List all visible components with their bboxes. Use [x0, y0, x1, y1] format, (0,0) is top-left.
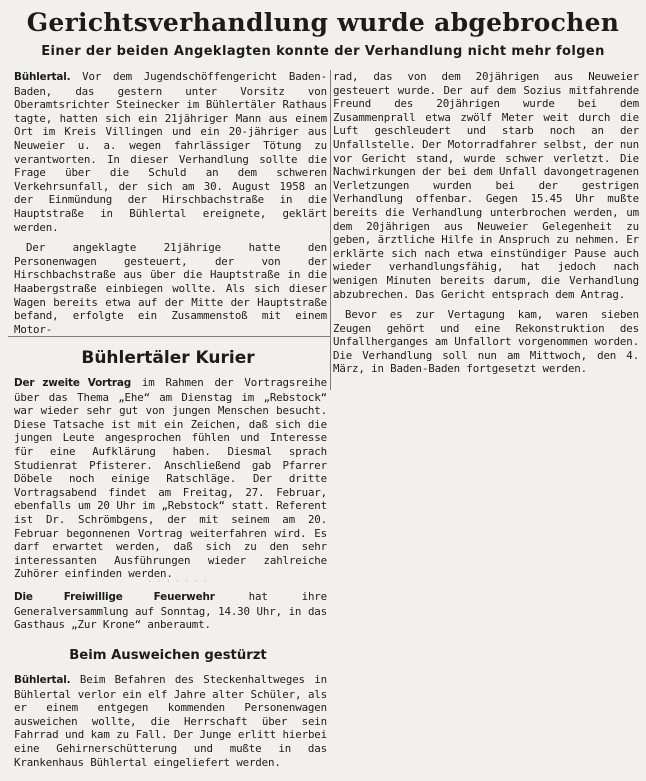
kurier-column: [14, 376, 327, 632]
article-paragraph-2: Der angeklagte 21jährige hatte den Personenwagen gesteuert, der von der Hirschbachstraße aus über die Hauptstraße in die Haabergstraße einbiegen wollte. Als sich dieser Wagen bereits etwa auf der Mitte der Hauptstraße befand, erfolgte ein Zusammenstoß mit einem Motor-: [14, 241, 327, 336]
short-news-dateline: Bühlertal.: [14, 674, 71, 686]
section-divider: [8, 336, 330, 337]
article-subheadline: Einer der beiden Angeklagten konnte der Verhandlung nicht mehr folgen: [41, 44, 605, 59]
short-news-column: [14, 673, 327, 769]
kurier-heading: Bühlertäler Kurier: [81, 348, 255, 368]
article-paragraph-3: rad, das von dem 20jährigen aus Neuweier gesteuert wurde. Der auf dem Sozius mitfahrende Freund des 20jährigen wurde bei dem Zusammenprall etwa zwölf Meter weit durch die Luft geschleudert und starb noch an der Unfallstelle. Der Motorradfahrer selbst, der nun vor Gericht stand, wurde schwer verletzt. Die Nachwirkungen der bei dem Unfall davongetragenen Verletzungen wurden bei der gestrigen Verhandlung offenbar. Gegen 15.45 Uhr mußte bereits die Verhandlung unterbrochen werden, um dem 20jährigen aus Neuweier Gelegenheit zu geben, ärztliche Hilfe in Anspruch zu nehmen. Er erklärte sich nach etwa einstündiger Pause auch wieder verhandlungsfähig, hat jedoch nach wenigen Minuten bereits darum, die Verhandlung abzubrechen. Das Gericht entsprach dem Antrag.: [333, 70, 639, 301]
kurier-paragraph-1-text: im Rahmen der Vortragsreihe über das Thema „Ehe“ am Dienstag im „Rebstock“ war wieder sehr gut von jungen Menschen besucht. Diese Tatsache ist mit ein Zeichen, daß sich die jungen Leute angesprochen fühlen und Interesse für eine Aufklärung haben. Diesmal sprach Studienrat Pfisterer. Anschließend gab Pfarrer Döbele noch einige Ratschläge. Der dritte Vortragsabend findet am Freitag, 27. Februar, ebenfalls um 20 Uhr im „Rebstock“ statt. Referent ist Dr. Schrömbgens, der mit seinem am 20. Februar begonnenen Vortrag weiterfahren wird. Es darf erwartet werden, daß sich zu den sehr interessanten Ausführungen wieder zahlreiche Zuhörer einfinden werden.: [14, 376, 327, 581]
column-divider: [330, 70, 331, 390]
article-dateline: Bühlertal.: [14, 71, 71, 83]
short-news-paragraph: [14, 673, 327, 769]
separator-dots: · · · · · · ·: [148, 578, 208, 585]
kurier-paragraph-2-lead: Die Freiwillige Feuerwehr: [14, 590, 215, 603]
article-right-column: [333, 70, 639, 376]
article-left-column: [14, 70, 327, 336]
short-news-text: Beim Befahren des Steckenhaltweges in Bühlertal verlor ein elf Jahre alter Schüler, als er einem entgegen kommenden Personenwagen ausweichen wollte, die Herrschaft über sein Fahrrad und kam zu Fall. Der Junge erlitt hierbei eine Gehirnerschütterung und mußte in das Krankenhaus Bühlertal eingeliefert werden.: [14, 673, 327, 769]
kurier-paragraph-2: [14, 590, 327, 632]
article-paragraph-1: [14, 70, 327, 234]
kurier-paragraph-1-lead: Der zweite Vortrag: [14, 377, 131, 389]
kurier-paragraph-2-text: hat ihre Generalversammlung auf Sonntag, 14.30 Uhr, in das Gasthaus „Zur Krone“ anberaumt.: [14, 589, 327, 632]
article-paragraph-1-text: Vor dem Jugendschöffengericht Baden-Baden, das gestern unter Vorsitz von Oberamtsrichter Steinecker im Bühlertäler Rathaus tagte, hatten sich ein 21jähriger Mann aus einem Ort im Kreis Villingen und ein 20-jähriger aus Neuweier u. a. wegen fahrlässiger Tötung zu verantworten. In dieser Verhandlung sollte die Frage über die Schuld an dem schweren Verkehrsunfall, der sich am 30. August 1958 an der Einmündung der Hirschbachstraße in die Hauptstraße in Bühlertal ereignete, geklärt werden.: [14, 70, 327, 234]
short-news-heading: Beim Ausweichen gestürzt: [69, 648, 267, 663]
article-paragraph-4: Bevor es zur Vertagung kam, waren sieben Zeugen gehört und eine Rekonstruktion des Unfallherganges am Unfallort vorgenommen worden. Die Verhandlung soll nun am Mittwoch, den 4. März, in Baden-Baden fortgesetzt werden.: [333, 308, 639, 376]
article-headline: Gerichtsverhandlung wurde abgebrochen: [26, 8, 620, 37]
kurier-paragraph-1: [14, 376, 327, 581]
